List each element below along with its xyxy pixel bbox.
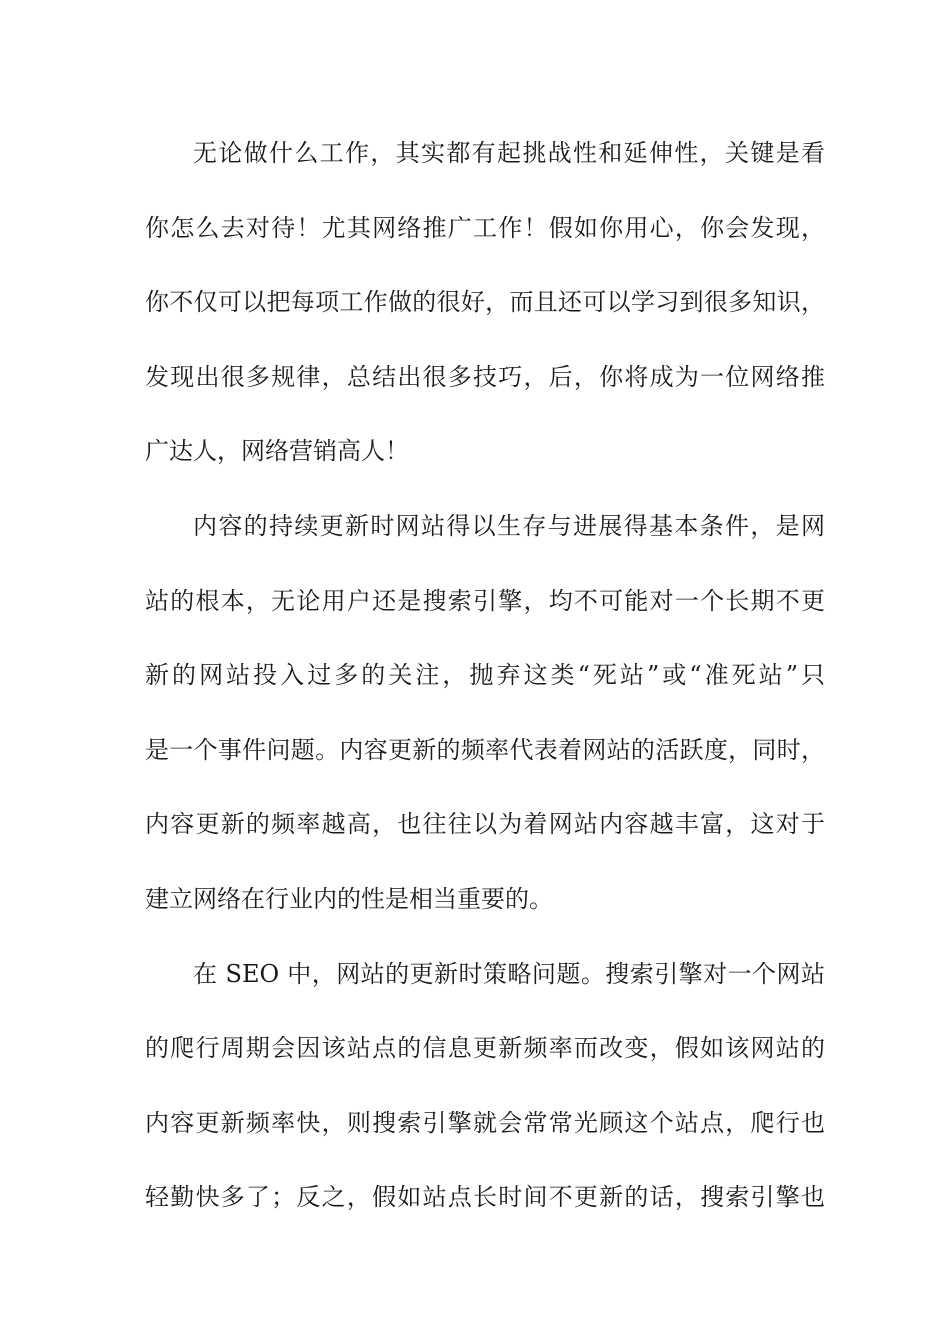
text-line: 内容更新频率快，则搜索引擎就会常常光顾这个站点，爬行也 bbox=[145, 1108, 825, 1137]
text-line: 内容更新的频率越高，也往往以为着网站内容越丰富，这对于 bbox=[145, 810, 825, 839]
text-line: 在 SEO 中，网站的更新时策略问题。搜索引擎对一个网站 bbox=[193, 959, 825, 988]
text-line: 建立网络在行业内的性是相当重要的。 bbox=[145, 884, 553, 913]
text-line: 广达人，网络营销高人！ bbox=[145, 437, 409, 466]
text-line: 发现出很多规律，总结出很多技巧，后，你将成为一位网络推 bbox=[145, 362, 825, 391]
text-line: 轻勤快多了；反之，假如站点长时间不更新的话，搜索引擎也 bbox=[145, 1183, 825, 1212]
text-line: 你怎么去对待！尤其网络推广工作！假如你用心，你会发现， bbox=[145, 213, 825, 242]
paragraph-3 bbox=[145, 951, 825, 1249]
text-line: 新的网站投入过多的关注，抛弃这类“死站”或“准死站”只 bbox=[145, 661, 825, 690]
text-line: 内容的持续更新时网站得以生存与进展得基本条件，是网 bbox=[193, 511, 825, 540]
text-line: 是一个事件问题。内容更新的频率代表着网站的活跃度，同时， bbox=[145, 735, 825, 764]
text-line: 你不仅可以把每项工作做的很好，而且还可以学习到很多知识， bbox=[145, 288, 825, 317]
text-line: 的爬行周期会因该站点的信息更新频率而改变，假如该网站的 bbox=[145, 1034, 825, 1063]
text-line: 无论做什么工作，其实都有起挑战性和延伸性，关键是看 bbox=[193, 139, 825, 167]
paragraph-2 bbox=[145, 503, 825, 951]
paragraph-1 bbox=[145, 130, 825, 503]
document-body bbox=[145, 130, 825, 1249]
text-line: 站的根本，无论用户还是搜索引擎，均不可能对一个长期不更 bbox=[145, 586, 825, 615]
